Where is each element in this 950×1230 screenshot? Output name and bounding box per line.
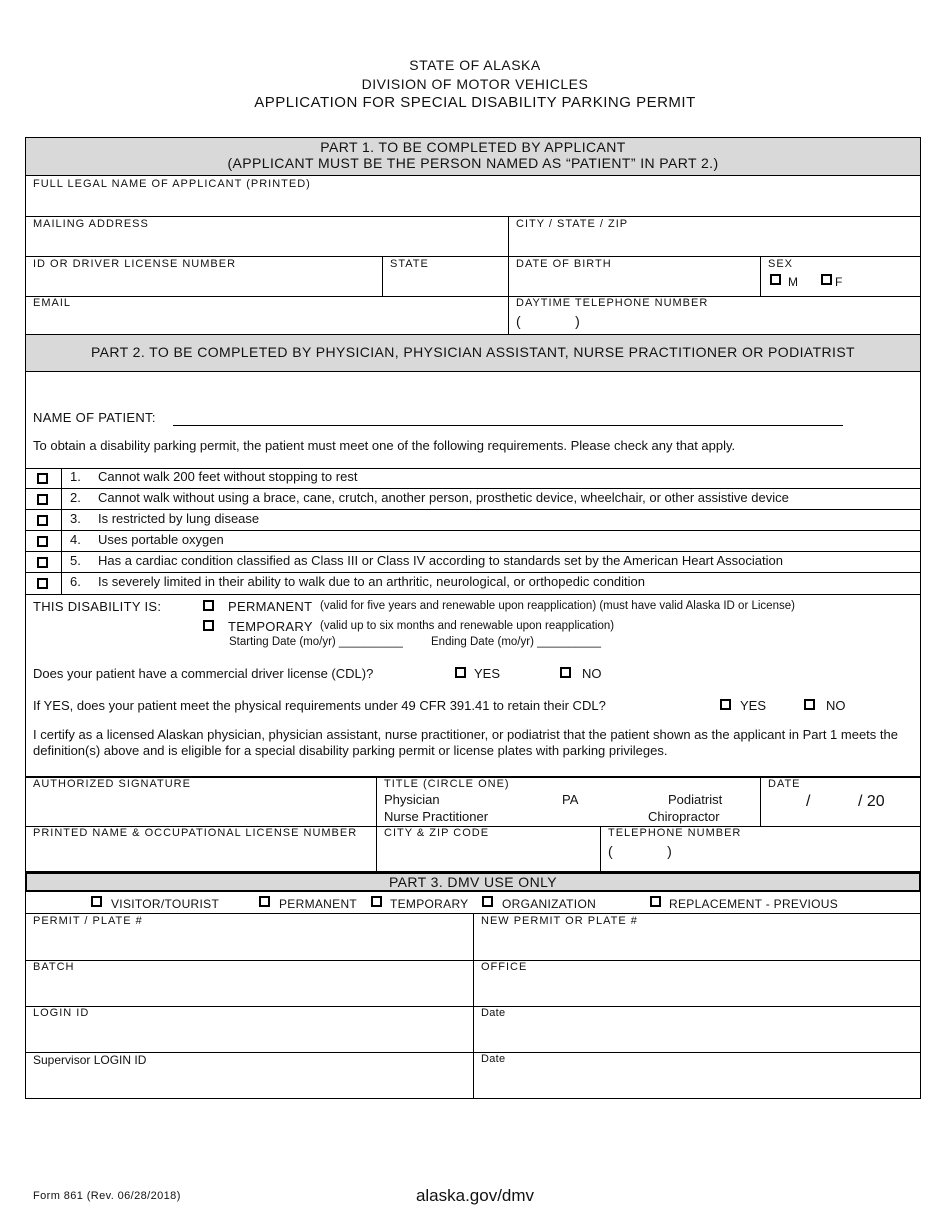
city-state-zip-label: CITY / STATE / ZIP	[516, 218, 629, 230]
permit-plate-label: PERMIT / PLATE #	[33, 915, 143, 927]
requirement-row	[26, 510, 921, 531]
form-title: APPLICATION FOR SPECIAL DISABILITY PARKING PERMIT	[254, 94, 696, 111]
requirement-row	[26, 573, 921, 595]
sex-label: SEX	[768, 258, 794, 270]
requirement-text: Has a cardiac condition classified as Class III or Class IV according to standards set by the American Heart Association	[98, 553, 783, 568]
divider	[376, 777, 377, 872]
dob-label: DATE OF BIRTH	[516, 258, 612, 270]
sex-f-label: F	[835, 275, 843, 289]
ending-date[interactable]: Ending Date (mo/yr) __________	[431, 636, 602, 648]
temporary-label: TEMPORARY	[228, 619, 313, 634]
cdl-req-no-label: NO	[826, 698, 846, 713]
date1-label: Date	[481, 1007, 506, 1019]
telephone-label: TELEPHONE NUMBER	[608, 827, 742, 839]
phone-parens: ( )	[516, 313, 580, 329]
temporary-checkbox[interactable]	[203, 620, 214, 631]
starting-date[interactable]: Starting Date (mo/yr) __________	[229, 636, 403, 648]
form-number: Form 861 (Rev. 06/28/2018)	[33, 1190, 181, 1202]
requirement-text: Uses portable oxygen	[98, 532, 224, 547]
requirement-text: Is severely limited in their ability to walk due to an arthritic, neurological, or orthopedic condition	[98, 574, 645, 589]
divider	[760, 777, 761, 826]
state-label: STATE	[390, 258, 429, 270]
title-podiatrist[interactable]: Podiatrist	[668, 792, 723, 807]
requirement-number: 4.	[70, 532, 81, 547]
permanent-note: (valid for five years and renewable upon reapplication) (must have valid Alaska ID or License)	[320, 600, 795, 612]
part2-header: PART 2. TO BE COMPLETED BY PHYSICIAN, PHYSICIAN ASSISTANT, NURSE PRACTITIONER OR PODIATRIST	[26, 335, 920, 372]
replacement-checkbox[interactable]	[650, 896, 661, 907]
certification-text: I certify as a licensed Alaskan physician, physician assistant, nurse practitioner, or podiatrist that the patient shown as the applicant in Part 1 meets the definition(s) above and is eligible for a special disability parking permit or license plates with parking privileges.	[33, 727, 898, 758]
date-slash: /	[806, 793, 811, 810]
requirement-row	[26, 468, 921, 489]
batch-label: BATCH	[33, 961, 75, 973]
cdl-req-yes-checkbox[interactable]	[720, 699, 731, 710]
part3-header: PART 3. DMV USE ONLY	[25, 872, 921, 892]
divider	[26, 216, 920, 217]
cdl-yes-checkbox[interactable]	[455, 667, 466, 678]
organization-checkbox[interactable]	[482, 896, 493, 907]
permanent-dmv-label: PERMANENT	[279, 897, 358, 911]
part1-header	[26, 138, 920, 176]
cdl-no-checkbox[interactable]	[560, 667, 571, 678]
date2-label: Date	[481, 1053, 506, 1065]
mailing-address-label: MAILING ADDRESS	[33, 218, 149, 230]
requirement-checkbox[interactable]	[37, 578, 48, 589]
disability-is-label: THIS DISABILITY IS:	[33, 599, 162, 614]
telephone-parens: ( )	[608, 843, 672, 859]
title-nurse-practitioner[interactable]: Nurse Practitioner	[384, 809, 489, 824]
title-pa[interactable]: PA	[562, 792, 579, 807]
cdl-req-yes-label: YES	[740, 698, 767, 713]
full-name-field[interactable]	[26, 178, 920, 216]
sex-m-checkbox[interactable]	[770, 274, 781, 285]
divider	[26, 296, 920, 297]
title-physician[interactable]: Physician	[384, 792, 440, 807]
requirement-checkbox[interactable]	[37, 515, 48, 526]
part1-subtitle: (APPLICANT MUST BE THE PERSON NAMED AS “PATIENT” IN PART 2.)	[227, 155, 719, 171]
title-chiropractor[interactable]: Chiropractor	[648, 809, 720, 824]
requirement-number: 3.	[70, 511, 81, 526]
authorized-signature-label: AUTHORIZED SIGNATURE	[33, 778, 191, 790]
requirement-number: 1.	[70, 469, 81, 484]
requirements-intro: To obtain a disability parking permit, the patient must meet one of the following requirements. Please check any that apply.	[33, 438, 736, 453]
requirement-number: 6.	[70, 574, 81, 589]
temporary-dmv-label: TEMPORARY	[390, 897, 469, 911]
requirement-text: Cannot walk 200 feet without stopping to rest	[98, 469, 358, 484]
sex-f-checkbox[interactable]	[821, 274, 832, 285]
requirement-number: 2.	[70, 490, 81, 505]
office-label: OFFICE	[481, 961, 528, 973]
footer-url[interactable]: alaska.gov/dmv	[415, 1186, 535, 1205]
permanent-label: PERMANENT	[228, 599, 313, 614]
requirement-text: Cannot walk without using a brace, cane, crutch, another person, prosthetic device, wheelchair, or other assistive device	[98, 490, 789, 505]
divider	[25, 1052, 921, 1053]
requirement-checkbox[interactable]	[37, 557, 48, 568]
divider	[382, 256, 383, 296]
cdl-requirements-question: If YES, does your patient meet the physical requirements under 49 CFR 391.41 to retain their CDL?	[33, 698, 606, 713]
email-label: EMAIL	[33, 297, 72, 309]
patient-name-field[interactable]	[173, 425, 843, 426]
id-number-label: ID OR DRIVER LICENSE NUMBER	[33, 258, 237, 270]
requirement-checkbox[interactable]	[37, 473, 48, 484]
phone-label: DAYTIME TELEPHONE NUMBER	[516, 297, 709, 309]
division-title: DIVISION OF MOTOR VEHICLES	[361, 76, 589, 92]
city-zip-label: CITY & ZIP CODE	[384, 827, 490, 839]
requirement-row	[26, 489, 921, 510]
printed-name-label: PRINTED NAME & OCCUPATIONAL LICENSE NUMBER	[33, 827, 358, 839]
temporary-dmv-checkbox[interactable]	[371, 896, 382, 907]
patient-name-label: NAME OF PATIENT:	[33, 410, 156, 425]
requirement-checkbox[interactable]	[37, 494, 48, 505]
divider	[760, 256, 761, 296]
divider	[508, 216, 509, 334]
divider	[25, 1006, 921, 1007]
requirement-row	[26, 552, 921, 573]
permanent-checkbox[interactable]	[203, 600, 214, 611]
temporary-note: (valid up to six months and renewable upon reapplication)	[320, 620, 615, 632]
cdl-req-no-checkbox[interactable]	[804, 699, 815, 710]
divider	[600, 826, 601, 872]
state-title: STATE OF ALASKA	[409, 57, 541, 73]
divider	[26, 256, 920, 257]
date-label: DATE	[768, 778, 801, 790]
title-circle-label: TITLE (CIRCLE ONE)	[384, 778, 510, 790]
date-year: / 20	[858, 793, 885, 810]
cdl-yes-label: YES	[474, 666, 501, 681]
requirement-text: Is restricted by lung disease	[98, 511, 260, 526]
permanent-dmv-checkbox[interactable]	[259, 896, 270, 907]
divider	[25, 960, 921, 961]
requirement-checkbox[interactable]	[37, 536, 48, 547]
replacement-label: REPLACEMENT - PREVIOUS	[669, 897, 839, 911]
login-id-label: LOGIN ID	[33, 1007, 90, 1019]
signature-block	[25, 777, 921, 872]
part1-title: PART 1. TO BE COMPLETED BY APPLICANT	[320, 139, 626, 155]
requirement-number: 5.	[70, 553, 81, 568]
cdl-question: Does your patient have a commercial driver license (CDL)?	[33, 666, 374, 681]
visitor-label: VISITOR/TOURIST	[111, 897, 220, 911]
part1-section	[25, 137, 921, 335]
full-name-label: FULL LEGAL NAME OF APPLICANT (PRINTED)	[33, 178, 311, 190]
sex-m-label: M	[788, 275, 798, 289]
new-permit-label: NEW PERMIT OR PLATE #	[481, 915, 638, 927]
visitor-checkbox[interactable]	[91, 896, 102, 907]
requirement-row	[26, 531, 921, 552]
cdl-no-label: NO	[582, 666, 602, 681]
supervisor-login-label: Supervisor LOGIN ID	[33, 1053, 147, 1067]
organization-label: ORGANIZATION	[502, 897, 597, 911]
